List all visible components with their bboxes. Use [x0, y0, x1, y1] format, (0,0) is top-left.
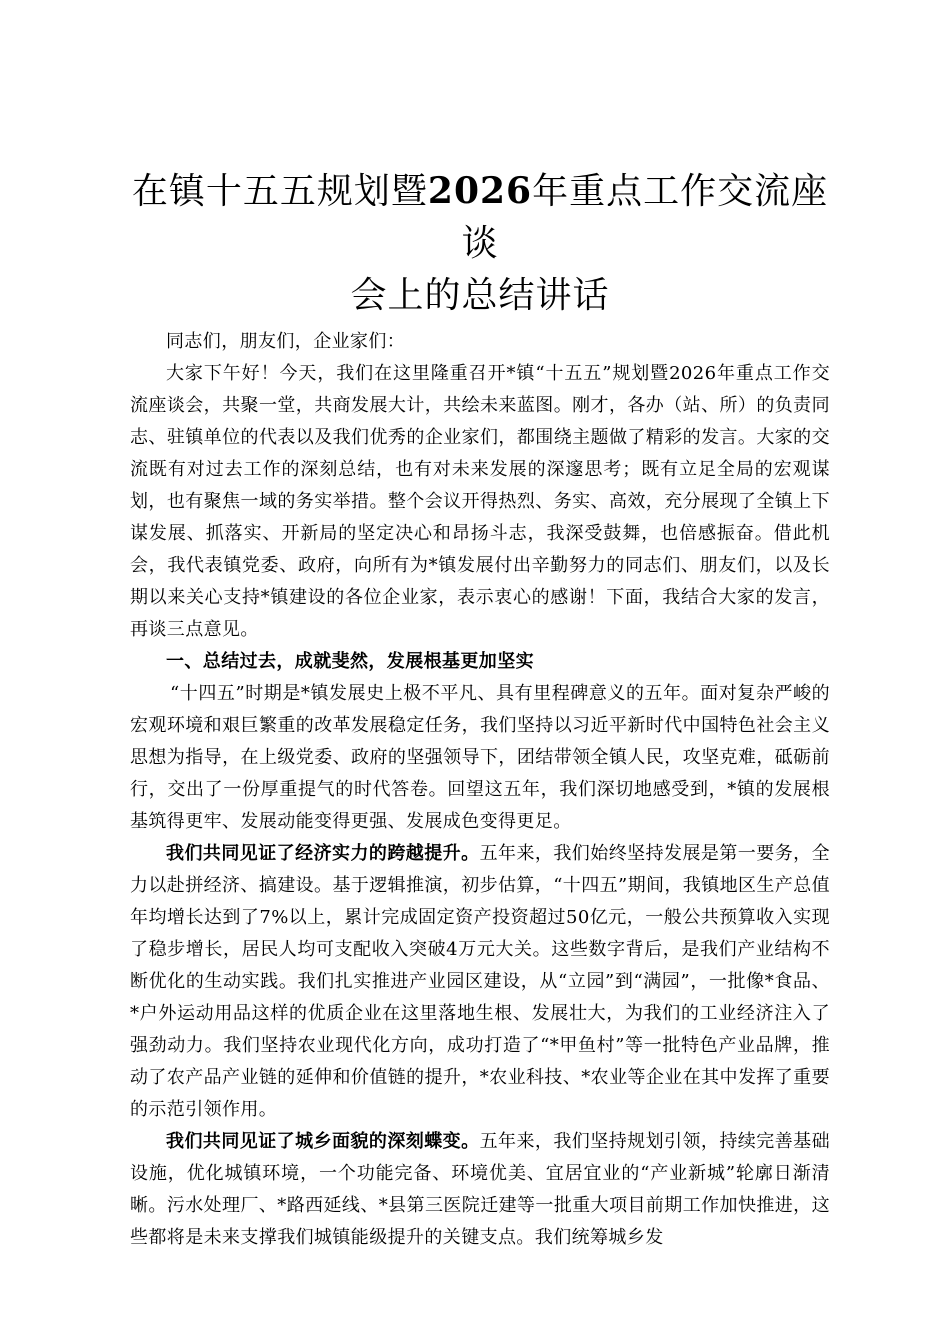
paragraph-intro: 大家下午好！今天，我们在这里隆重召开*镇“十五五”规划暨2026年重点工作交流座谈会，共聚一堂，共商发展大计，共绘未来蓝图。刚才，各办（站、所）的负责同志、驻镇单位的代表以及我们优秀的企业家们，都围绕主题做了精彩的发言。大家的交流既有对过去工作的深刻总结，也有对未来发展的深邃思考；既有立足全局的宏观谋划，也有聚焦一域的务实举措。整个会议开得热烈、务实、高效，充分展现了全镇上下谋发展、抓落实、开新局的坚定决心和昂扬斗志，我深受鼓舞，也倍感振奋。借此机会，我代表镇党委、政府，向所有为*镇发展付出辛勤努力的同志们、朋友们，以及长期以来关心支持*镇建设的各位企业家，表示衷心的感谢！下面，我结合大家的发言，再谈三点意见。: [130, 363, 830, 640]
lead-urban: 我们共同见证了城乡面貌的深刻蝶变。: [166, 1131, 480, 1152]
title-line1-pre: 在镇十五五规划暨: [131, 171, 428, 212]
title-line1-post: 年重点工作交流座谈: [461, 171, 829, 264]
title-line2: 会上的总结讲话: [350, 275, 610, 316]
lead-economy: 我们共同见证了经济实力的跨越提升。: [166, 843, 480, 864]
document-title: [130, 165, 830, 322]
document-page: [130, 165, 830, 1254]
paragraph-review: “十四五”时期是*镇发展史上极不平凡、具有里程碑意义的五年。面对复杂严峻的宏观环境和艰巨繁重的改革发展稳定任务，我们坚持以习近平新时代中国特色社会主义思想为指导，在上级党委、政府的坚强领导下，团结带领全镇人民，攻坚克难，砥砺前行，交出了一份厚重提气的时代答卷。回望这五年，我们深切地感受到，*镇的发展根基筑得更牢、发展动能变得更强、发展成色变得更足。: [130, 683, 830, 832]
body-urban: 五年来，我们坚持规划引领，持续完善基础设施，优化城镇环境，一个功能完备、环境优美、宜居宜业的“产业新城”轮廓日渐清晰。污水处理厂、*路西延线、*县第三医院迁建等一批重大项目前期工作加快推进，这些都将是未来支撑我们城镇能级提升的关键支点。我们统筹城乡发: [130, 1131, 830, 1248]
salutation: 同志们，朋友们，企业家们：: [166, 331, 406, 352]
body-economy: 五年来，我们始终坚持发展是第一要务，全力以赴拼经济、搞建设。基于逻辑推演，初步估算，“十四五”期间，我镇地区生产总值年均增长达到了7%以上，累计完成固定资产投资超过50亿元，一般公共预算收入实现了稳步增长，居民人均可支配收入突破4万元大关。这些数字背后，是我们产业结构不断优化的生动实践。我们扎实推进产业园区建设，从“立园”到“满园”，一批像*食品、*户外运动用品这样的优质企业在这里落地生根、发展壮大，为我们的工业经济注入了强劲动力。我们坚持农业现代化方向，成功打造了“*甲鱼村”等一批特色产业品牌，推动了农产品产业链的延伸和价值链的提升，*农业科技、*农业等企业在其中发挥了重要的示范引领作用。: [130, 843, 831, 1120]
section-heading-1: 一、总结过去，成就斐然，发展根基更加坚实: [166, 651, 534, 672]
paragraph-urban: [130, 1126, 830, 1254]
paragraph-economy: [130, 838, 830, 1126]
title-line1-year: 2026: [427, 170, 533, 212]
